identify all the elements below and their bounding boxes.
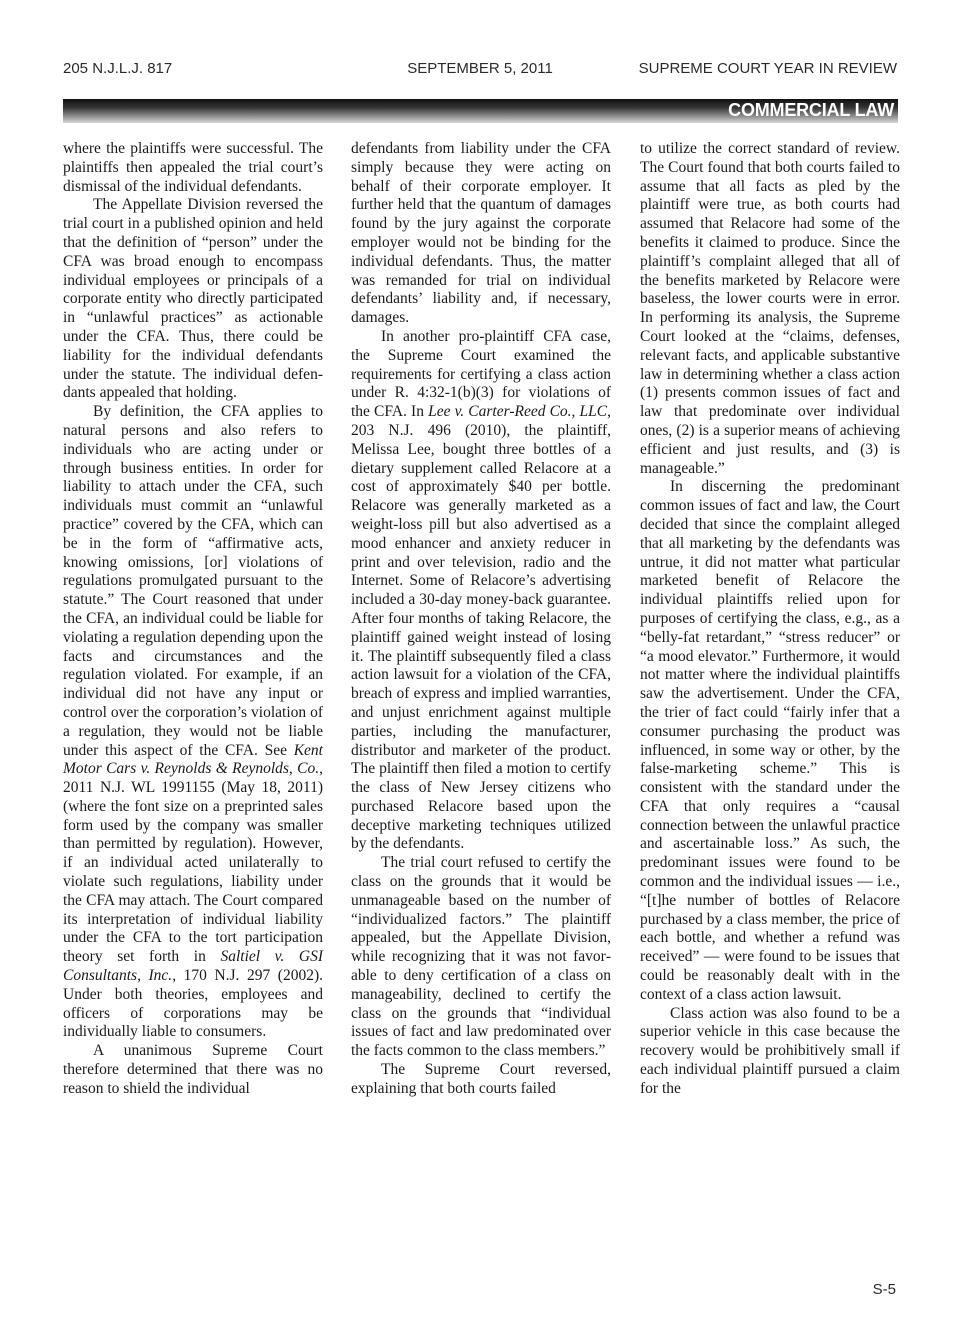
case-citation: Lee v. Carter-Reed Co., LLC (428, 403, 608, 421)
section-title: COMMERCIAL LAW (728, 100, 894, 120)
text-run: , 2011 N.J. WL 1991155 (May 18, 2011) (where the font size on a preprinted sales form used by the company was smaller than permitted by regulation). However, if an individual acted unilaterally to violate such regulations, liability under the CFA may attach. The Court compared its interpretation of individual liability under the CFA to the tort participation theory set forth in (63, 760, 323, 966)
column-2 (351, 140, 611, 1099)
paragraph (63, 403, 323, 1042)
paragraph: In discerning the predominant common issues of fact and law, the Court decided that since the complaint alleged that all marketing by the defendants was untrue, it did not matter what particular marketed benefit of Relacore the individual plaintiffs relied upon for purposes of certifying the class, e.g., as a “belly-fat retardant,” “stress reducer” or “a mood elevator.” Furthermore, it would not matter where the individual plaintiffs saw the advertisement. Under the CFA, the trier of fact could “fairly infer that a consumer purchasing the product was influenced, in some way or other, by the false-marketing scheme.” This is consistent with the standard under the CFA that only requires a “causal connection between the unlawful practice and ascertainable loss.” As such, the predominant issues were found to be common and the individual issues — i.e., “[t]he number of bottles of Relacore purchased by a class member, the price of each bottle, and whether a refund was received” — were found to be issues that could be reasonably dealt with in the context of a class action lawsuit. (640, 478, 900, 1003)
case-citation: Saltiel v. GSI Consultants, Inc. (63, 948, 323, 985)
paragraph: The trial court refused to certify the class on the grounds that it would be unmanageable based on the number of “individualized factors.” The plaintiff appealed, but the Appellate Division, while recognizing that it was not favorable to deny certification of a class on manageability, declined to certify the class on the grounds that “individual issues of fact and law predominated over the facts common to the class members.” (351, 854, 611, 1060)
case-citation: Kent Motor Cars v. Reynolds & Reynolds, Co. (63, 741, 323, 778)
citation: 205 N.J.L.J. 817 (63, 60, 173, 77)
issue-date: SEPTEMBER 5, 2011 (407, 60, 553, 77)
text-run: In another pro-plaintiff CFA case, the Supreme Court examined the requirements for certifying a class action under R. 4:32-1(b)(3) for violations of the CFA. In (351, 327, 611, 421)
paragraph (351, 328, 611, 854)
running-header (63, 60, 897, 80)
text-run: By definition, the CFA applies to natural persons and also refers to individuals who are acting under or through business entities. In order for liability to attach under the CFA, such individuals must commit an “unlawful practice” covered by the CFA, which can be in the form of “affirmative acts, knowing omissions, [or] violations of regulations promulgated pursuant to the statute.” The Court reasoned that under the CFA, an individual could be liable for violating a regulation depending upon the facts and circumstances and the regulation violated. For example, if an individual did not have any input or control over the corporation’s violation of a regulation, they would not be liable under this aspect of the CFA. See (63, 403, 323, 759)
paragraph: to utilize the correct standard of review. The Court found that both courts failed to assume that all facts as pled by the plaintiff were true, as both courts had assumed that Relacore had some of the benefits it claimed to produce. Since the plaintiff’s complaint alleged that all of the benefits marketed by Relacore were baseless, the lower courts were in error. In performing its analysis, the Supreme Court looked at the “claims, defenses, relevant facts, and applicable substantive law in determining whether a class action (1) presents common issues of fact and law that predominate over individual ones, (2) is a superior means of achieving efficient and just results, and (3) is manageable.” (640, 140, 900, 477)
paragraph: A unanimous Supreme Court therefore determined that there was no reason to shield the individual (63, 1042, 323, 1097)
paragraph: defendants from liability under the CFA simply because they were acting on behalf of their corporate employer. It further held that the quantum of damages found by the jury against the corporate employer would not be binding for the individual defendants. Thus, the matter was remanded for trial on individual defendants’ liability and, if necessary, damages. (351, 140, 611, 327)
paragraph: The Appellate Division reversed the trial court in a published opinion and held that the definition of “person” under the CFA was broad enough to encompass individual employees or principals of a corporate entity who directly participated in “unlawful practices” as actionable under the CFA. Thus, there could be liability for the individual defendants under the statute. The individual defendants appealed that holding. (63, 196, 323, 402)
paragraph: The Supreme Court reversed, explaining that both courts failed (351, 1061, 611, 1097)
text-run: , 170 N.J. 297 (2002). Under both theories, employees and officers of corporations may be individually liable to consumers. (63, 967, 323, 1041)
publication-title: SUPREME COURT YEAR IN REVIEW (638, 60, 897, 77)
paragraph: Class action was also found to be a superior vehicle in this case because the recovery would be prohibitively small if each individual plaintiff pursued a claim for the (640, 1004, 900, 1097)
column-1 (63, 140, 323, 1099)
column-3 (640, 140, 900, 1099)
paragraph: where the plaintiffs were successful. The plaintiffs then appealed the trial court’s dismissal of the individual defendants. (63, 140, 323, 195)
text-run: , 203 N.J. 496 (2010), the plaintiff, Melissa Lee, bought three bottles of a dietary supplement called Relacore at a cost of approximately $40 per bottle. Relacore was generally marketed as a weight-loss pill but also advertised as a mood enhancer and anxiety reducer in print and over television, radio and the Internet. Some of Relacore’s advertising included a 30-day money-back guarantee. After four months of taking Relacore, the plaintiff gained weight instead of losing it. The plaintiff subsequently filed a class action lawsuit for a violation of the CFA, breach of express and implied warranties, and unjust enrichment against multiple parties, including the manufacturer, distributor and marketer of the product. The plaintiff then filed a motion to certify the class of New Jersey citizens who purchased Relacore based upon the deceptive marketing techniques utilized by the defendants. (351, 403, 611, 853)
page-number: S-5 (872, 1281, 896, 1298)
